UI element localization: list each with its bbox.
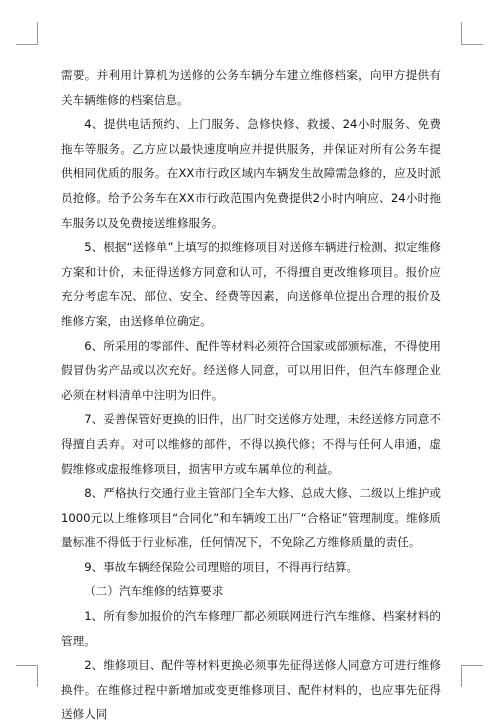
- crop-mark-top-left-v: [37, 22, 38, 44]
- paragraph-settlement-2: 2、维修项目、配件等材料更换必须事先征得送修人同意方可进行维修换件。在维修过程中新增加或变更维修项目、配件材料的，也应事先征得送修人同: [61, 658, 441, 722]
- paragraph-item-4-services: 4、提供电话预约、上门服务、急修快修、救援、24小时服务、免费拖车等服务。乙方应以最快速度响应并提供服务，并保证对所有公务车提供相同优质的服务。在XX市行政区域内车辆发生故障需急修的，应及时派员抢修。给予公务车在XX市行政范围内免费提供2小时内响应、24小时拖车服务以及免费接送维修服务。: [61, 117, 441, 230]
- paragraph-item-5-repair-plan: 5、根据“送修单”上填写的拟维修项目对送修车辆进行检测、拟定维修方案和计价，未征得送修方同意和认可，不得擅自更改维修项目。报价应充分考虑车况、部位、安全、经费等因素，向送修单位提出合理的报价及维修方案，由送修单位确定。: [61, 240, 441, 328]
- document-body: [61, 63, 441, 727]
- paragraph-archive-info: 需要。并利用计算机为送修的公务车辆分车建立维修档案，向甲方提供有关车辆维修的档案信息。: [61, 68, 441, 107]
- crop-mark-top-left-h: [16, 44, 38, 45]
- crop-mark-bottom-right-v: [461, 665, 462, 687]
- crop-mark-bottom-right-h: [461, 665, 483, 666]
- crop-mark-top-right-h: [461, 44, 483, 45]
- crop-mark-bottom-left-v: [37, 665, 38, 687]
- crop-mark-bottom-left-h: [16, 665, 38, 666]
- section-heading-settlement: （二）汽车维修的结算要求: [84, 584, 224, 599]
- paragraph-item-6-parts-standard: 6、所采用的零部件、配件等材料必须符合国家或部颁标准，不得使用假冒伪劣产品或以次充好。经送修人同意，可以用旧件，但汽车修理企业必须在材料清单中注明为旧件。: [61, 338, 441, 402]
- crop-mark-top-right-v: [461, 22, 462, 44]
- paragraph-item-9-insurance: 9、事故车辆经保险公司理赔的项目，不得再行结算。: [84, 559, 359, 574]
- paragraph-settlement-1: 1、所有参加报价的汽车修理厂都必须联网进行汽车维修、档案材料的管理。: [61, 609, 441, 648]
- paragraph-item-7-old-parts: 7、妥善保管好更换的旧件，出厂时交送修方处理，未经送修方同意不得擅自丢弃。对可以维修的部件，不得以换代修；不得与任何人串通，虚假维修或虚报维修项目，损害甲方或车属单位的利益。: [61, 412, 441, 476]
- paragraph-item-8-contract-system: 8、严格执行交通行业主管部门全车大修、总成大修、二级以上维护或1000元以上维修项目“合同化”和车辆竣工出厂“合格证”管理制度。维修质量标准不得低于行业标准，任何情况下，不免除乙方维修质量的责任。: [61, 486, 441, 550]
